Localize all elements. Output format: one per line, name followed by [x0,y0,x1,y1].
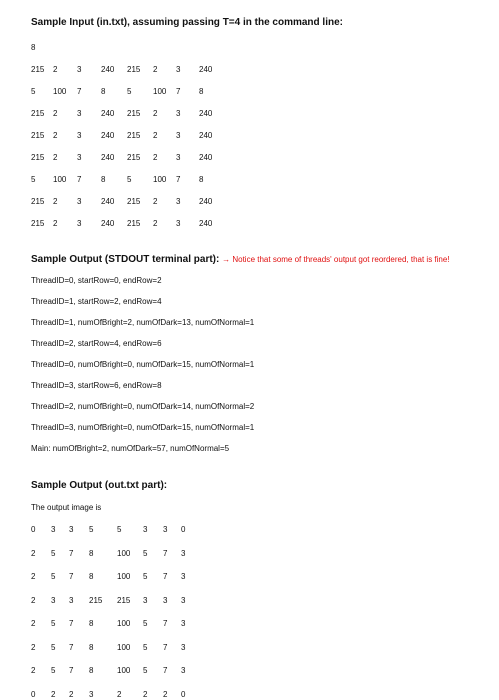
output-cell: 8 [89,666,94,675]
input-cell: 100 [53,175,67,184]
input-count: 8 [31,43,36,52]
output-cell: 5 [89,525,94,534]
input-cell: 7 [77,175,82,184]
output-cell: 3 [163,595,168,605]
input-cell: 2 [153,153,158,162]
output-cell: 3 [69,595,74,605]
output-cell: 3 [69,525,74,534]
output-row [31,525,331,535]
input-cell: 3 [77,153,82,162]
input-cell: 2 [153,109,158,118]
output-cell: 3 [143,525,148,534]
input-cell: 215 [127,219,141,228]
output-cell: 7 [69,666,74,675]
output-cell: 0 [31,525,36,534]
output-row [31,690,331,700]
output-cell: 5 [143,548,148,558]
output-cell: 0 [181,525,186,534]
input-row [31,153,331,163]
input-cell: 215 [127,153,141,162]
output-row [31,549,331,559]
output-row [31,596,331,606]
output-cell: 7 [163,572,168,581]
output-cell: 5 [51,642,56,652]
output-cell: 2 [31,572,36,581]
output-cell: 3 [143,595,148,605]
input-cell: 3 [176,109,181,118]
input-cell: 215 [127,197,141,206]
input-row [31,197,331,207]
input-cell: 240 [101,153,115,162]
output-cell: 100 [117,666,131,675]
outtxt-intro: The output image is [31,503,102,512]
input-cell: 240 [199,109,213,118]
output-cell: 5 [143,666,148,675]
input-cell: 3 [77,219,82,228]
input-cell: 100 [153,87,167,96]
input-cell: 215 [127,65,141,74]
output-cell: 2 [51,689,56,699]
input-row [31,87,331,97]
output-cell: 5 [51,619,56,628]
input-cell: 2 [53,197,58,206]
output-cell: 100 [117,548,131,558]
input-cell: 5 [127,175,132,184]
stdout-line: ThreadID=2, startRow=4, endRow=6 [31,339,162,348]
input-cell: 3 [176,197,181,206]
stdout-heading: Sample Output (STDOUT terminal part): [31,254,220,265]
input-cell: 7 [176,87,181,96]
input-cell: 240 [101,109,115,118]
output-cell: 215 [117,595,131,605]
output-cell: 0 [31,689,36,699]
output-cell: 5 [51,666,56,675]
output-cell: 7 [163,642,168,652]
input-cell: 240 [199,153,213,162]
input-cell: 240 [101,131,115,140]
input-row [31,109,331,119]
input-cell: 215 [31,65,45,74]
stdout-line: Main: numOfBright=2, numOfDark=57, numOfNormal=5 [31,444,230,453]
output-cell: 7 [69,642,74,652]
output-cell: 8 [89,619,94,628]
input-cell: 2 [153,65,158,74]
output-cell: 3 [163,525,168,534]
input-cell: 215 [31,109,45,118]
stdout-line: ThreadID=0, numOfBright=0, numOfDark=15, numOfNormal=1 [31,360,255,369]
output-cell: 3 [51,595,56,605]
output-cell: 7 [163,666,168,675]
outtxt-heading: Sample Output (out.txt part): [31,480,168,491]
input-cell: 240 [199,131,213,140]
input-cell: 2 [53,109,58,118]
input-cell: 8 [199,87,204,96]
output-cell: 7 [163,548,168,558]
output-cell: 100 [117,572,131,581]
input-cell: 240 [101,219,115,228]
input-cell: 3 [77,131,82,140]
input-cell: 2 [153,131,158,140]
output-cell: 7 [69,572,74,581]
input-cell: 240 [199,65,213,74]
input-heading: Sample Input (in.txt), assuming passing T=4 in the command line: [31,17,343,28]
input-row [31,131,331,141]
output-cell: 8 [89,548,94,558]
input-cell: 215 [31,131,45,140]
output-cell: 5 [117,525,122,534]
input-cell: 3 [176,65,181,74]
output-cell: 3 [89,689,94,699]
input-cell: 2 [53,65,58,74]
input-cell: 8 [101,87,106,96]
output-cell: 5 [143,619,148,628]
input-cell: 2 [53,131,58,140]
input-cell: 2 [53,219,58,228]
output-cell: 5 [143,572,148,581]
stdout-heading-line [31,254,450,265]
input-cell: 3 [176,153,181,162]
stdout-line: ThreadID=1, startRow=2, endRow=4 [31,297,162,306]
input-cell: 5 [31,87,36,96]
output-cell: 3 [181,595,186,605]
input-cell: 100 [153,175,167,184]
output-cell: 2 [31,595,36,605]
output-cell: 2 [31,666,36,675]
input-cell: 215 [127,109,141,118]
input-cell: 100 [53,87,67,96]
output-cell: 7 [69,548,74,558]
input-cell: 240 [101,65,115,74]
output-cell: 5 [143,642,148,652]
output-cell: 3 [181,619,186,628]
output-row [31,572,331,582]
stdout-line: ThreadID=3, startRow=6, endRow=8 [31,381,162,390]
stdout-line: ThreadID=2, numOfBright=0, numOfDark=14, numOfNormal=2 [31,402,255,411]
output-cell: 3 [181,666,186,675]
input-cell: 7 [176,175,181,184]
output-cell: 2 [143,689,148,699]
input-cell: 7 [77,87,82,96]
output-cell: 7 [163,619,168,628]
output-cell: 2 [31,642,36,652]
input-row [31,175,331,185]
input-row [31,65,331,75]
input-cell: 3 [77,109,82,118]
output-cell: 2 [117,689,122,699]
input-cell: 240 [101,197,115,206]
input-cell: 3 [77,197,82,206]
output-cell: 8 [89,572,94,581]
input-cell: 240 [199,197,213,206]
input-cell: 215 [31,197,45,206]
output-cell: 100 [117,642,131,652]
output-row [31,643,331,653]
output-row [31,619,331,629]
output-cell: 2 [31,619,36,628]
output-cell: 3 [181,572,186,581]
input-cell: 2 [153,219,158,228]
input-cell: 2 [53,153,58,162]
output-cell: 7 [69,619,74,628]
output-cell: 100 [117,619,131,628]
reorder-note: → Notice that some of threads' output got reordered, that is fine! [222,255,450,264]
output-cell: 5 [51,548,56,558]
stdout-line: ThreadID=0, startRow=0, endRow=2 [31,276,162,285]
output-cell: 3 [51,525,56,534]
input-cell: 215 [31,219,45,228]
output-cell: 5 [51,572,56,581]
input-cell: 240 [199,219,213,228]
input-cell: 215 [31,153,45,162]
input-cell: 8 [199,175,204,184]
input-cell: 8 [101,175,106,184]
output-cell: 8 [89,642,94,652]
stdout-line: ThreadID=1, numOfBright=2, numOfDark=13, numOfNormal=1 [31,318,255,327]
input-cell: 5 [31,175,36,184]
input-cell: 5 [127,87,132,96]
input-cell: 3 [77,65,82,74]
output-cell: 215 [89,595,103,605]
output-row [31,666,331,676]
input-cell: 3 [176,131,181,140]
output-cell: 2 [69,689,74,699]
output-cell: 2 [31,548,36,558]
input-cell: 215 [127,131,141,140]
input-row [31,219,331,229]
stdout-line: ThreadID=3, numOfBright=0, numOfDark=15, numOfNormal=1 [31,423,255,432]
output-cell: 3 [181,642,186,652]
input-cell: 3 [176,219,181,228]
output-cell: 3 [181,548,186,558]
input-cell: 2 [153,197,158,206]
output-cell: 2 [163,689,168,699]
output-cell: 0 [181,689,186,699]
